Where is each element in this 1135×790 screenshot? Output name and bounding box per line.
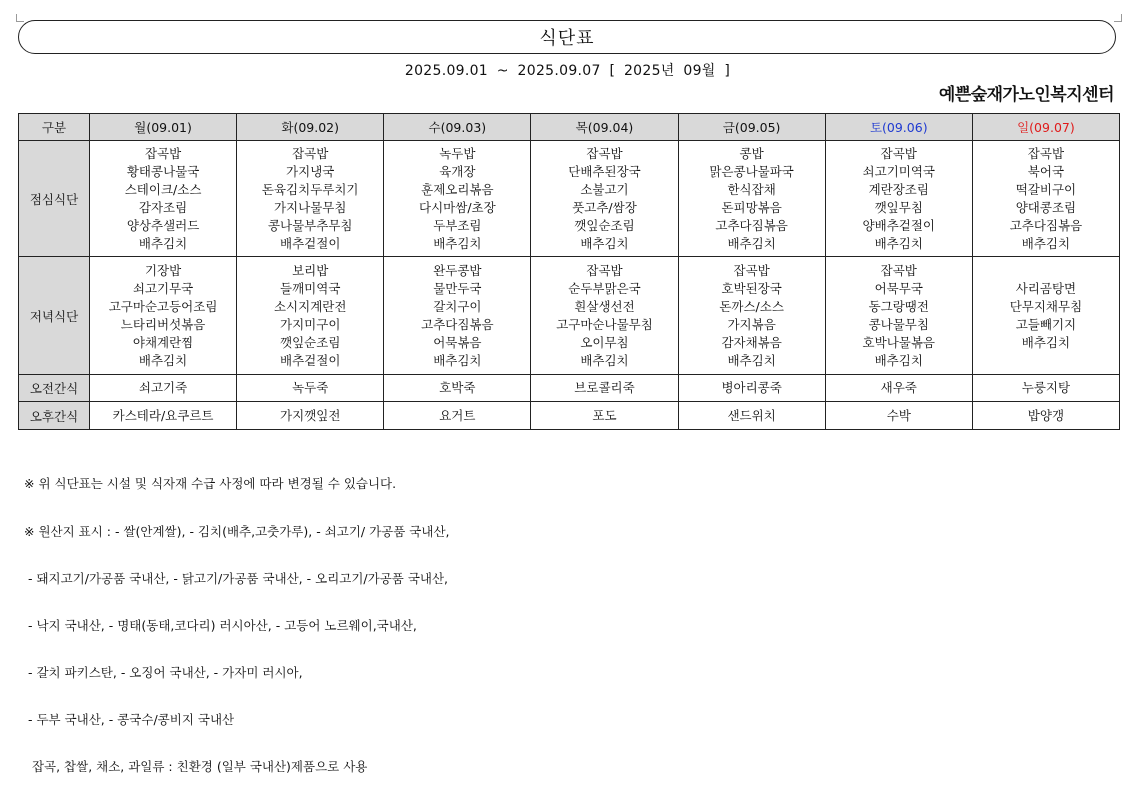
day-header-tue: 화(09.02) (237, 114, 384, 141)
menu-item: 보리밥 (292, 262, 329, 278)
menu-item: 흰살생선전 (574, 298, 635, 314)
menu-cell-wed (384, 257, 531, 375)
menu-cell-wed (384, 141, 531, 257)
menu-item: 가지볶음 (727, 316, 776, 332)
note-line: ※ 원산지 표시 : - 쌀(안계쌀), - 김치(배추,고춧가루), - 쇠고기/ 가공품 국내산, (24, 523, 450, 539)
menu-cell-sun (972, 375, 1119, 402)
page-corner-mark-left (16, 14, 24, 22)
menu-item: 새우죽 (880, 380, 917, 395)
menu-item: 콩나물무침 (868, 316, 929, 332)
menu-item: 감자채볶음 (721, 334, 782, 350)
menu-item: 감자조림 (138, 199, 188, 215)
day-header-mon: 월(09.01) (90, 114, 237, 141)
menu-item: 다시마쌈/초장 (419, 199, 496, 215)
menu-cell-wed (384, 375, 531, 402)
menu-item: 양대콩조림 (1015, 199, 1077, 215)
menu-item: 풋고추/쌈장 (572, 199, 637, 215)
morning-snack-row (19, 375, 1120, 402)
menu-item: 배추김치 (138, 235, 188, 251)
menu-item: 잡곡밥 (144, 145, 182, 161)
menu-cell-sun (972, 257, 1119, 375)
menu-item: 어묵무국 (874, 280, 923, 296)
afternoon-snack-row (19, 402, 1120, 430)
day-header-wed: 수(09.03) (384, 114, 531, 141)
menu-item: 돈육김치두루치기 (261, 181, 359, 197)
note-line: - 낙지 국내산, - 명태(동태,코다리) 러시아산, - 고등어 노르웨이,국내산, (24, 617, 417, 633)
menu-item: 밥양갱 (1027, 407, 1065, 423)
menu-item: 호박된장국 (721, 280, 782, 296)
meal-plan-table (18, 113, 1120, 430)
menu-cell-sat (825, 402, 972, 430)
menu-item: 가지나물무침 (273, 199, 347, 215)
menu-cell-sat (825, 257, 972, 375)
row-label: 점심식단 (19, 141, 90, 257)
menu-item: 배추김치 (727, 352, 776, 368)
menu-item: 잡곡밥 (1027, 145, 1065, 161)
menu-item: 쇠고기미역국 (862, 163, 935, 179)
menu-item: 요거트 (439, 407, 476, 423)
notes-block (24, 445, 450, 790)
menu-cell-sat (825, 141, 972, 257)
menu-item: 배추김치 (433, 235, 482, 251)
menu-item: 배추김치 (874, 352, 923, 368)
menu-item: 배추김치 (874, 235, 923, 251)
page-corner-mark-right (1114, 14, 1122, 22)
menu-cell-mon (90, 375, 237, 402)
day-header-fri: 금(09.05) (678, 114, 825, 141)
menu-cell-sun (972, 141, 1119, 257)
menu-item: 가지미구이 (280, 316, 341, 332)
day-header-sun: 일(09.07) (972, 114, 1119, 141)
menu-item: 황태콩나물국 (126, 163, 200, 179)
organization-name: 예쁜숲재가노인복지센터 (938, 85, 1114, 105)
menu-item: 느타리버섯볶음 (120, 316, 206, 332)
menu-item: 소시지계란전 (273, 298, 347, 314)
menu-item: 콩밥 (739, 145, 764, 161)
menu-item: 스테이크/소스 (124, 181, 202, 197)
menu-item: 잡곡밥 (880, 262, 917, 278)
menu-item: 고추다짐볶음 (715, 217, 788, 233)
menu-cell-tue (237, 141, 384, 257)
menu-cell-mon (90, 402, 237, 430)
menu-item: 물만두국 (433, 280, 482, 296)
menu-item: 호박죽 (439, 380, 476, 395)
menu-item: 배추겉절이 (280, 352, 341, 368)
menu-item: 브로콜리죽 (574, 380, 635, 395)
menu-item: 돈까스/소스 (719, 298, 784, 314)
menu-item: 돈피망볶음 (721, 199, 782, 215)
menu-item: 배추겉절이 (280, 235, 341, 251)
menu-item: 녹두밥 (439, 145, 476, 161)
menu-item: 포도 (592, 407, 617, 423)
menu-item: 고구마순나물무침 (556, 316, 653, 332)
menu-cell-mon (90, 257, 237, 375)
menu-item: 떡갈비구이 (1015, 181, 1077, 197)
menu-item: 수박 (886, 407, 911, 423)
menu-item: 양배추겉절이 (862, 217, 935, 233)
menu-cell-wed (384, 402, 531, 430)
menu-item: 북어국 (1027, 163, 1065, 179)
row-label: 오후간식 (19, 402, 90, 430)
menu-item: 콩나물부추무침 (267, 217, 353, 233)
menu-item: 훈제오리볶음 (421, 181, 494, 197)
menu-item: 쇠고기무국 (132, 280, 194, 296)
table-header-row (19, 114, 1120, 141)
menu-item: 배추김치 (1021, 334, 1071, 350)
menu-cell-fri (678, 141, 825, 257)
menu-item: 단배추된장국 (568, 163, 641, 179)
menu-item: 야채계란찜 (132, 334, 194, 350)
menu-item: 깻잎순조림 (574, 217, 635, 233)
menu-cell-tue (237, 375, 384, 402)
menu-item: 잡곡밥 (586, 262, 623, 278)
menu-cell-thu (531, 257, 678, 375)
menu-item: 가지냉국 (286, 163, 335, 179)
menu-item: 잡곡밥 (733, 262, 770, 278)
menu-cell-thu (531, 402, 678, 430)
note-line: 잡곡, 찹쌀, 채소, 과일류 : 친환경 (일부 국내산)제품으로 사용 (24, 759, 368, 775)
menu-cell-fri (678, 257, 825, 375)
menu-item: 배추김치 (1021, 235, 1071, 251)
page-title: 식단표 (539, 28, 595, 49)
menu-item: 쇠고기죽 (138, 380, 188, 395)
menu-item: 깻잎무침 (874, 199, 923, 215)
menu-item: 병아리콩죽 (721, 380, 782, 395)
menu-item: 잡곡밥 (586, 145, 623, 161)
menu-item: 잡곡밥 (292, 145, 329, 161)
menu-item: 고들빼기지 (1015, 316, 1077, 332)
menu-item: 순두부맑은국 (568, 280, 641, 296)
note-line: - 두부 국내산, - 콩국수/콩비지 국내산 (24, 711, 235, 727)
menu-cell-sun (972, 402, 1119, 430)
note-line: ※ 위 식단표는 시설 및 식자재 수급 사정에 따라 변경될 수 있습니다. (24, 476, 397, 492)
menu-item: 완두콩밥 (433, 262, 482, 278)
menu-item: 기장밥 (144, 262, 182, 278)
menu-item: 오이무침 (580, 334, 629, 350)
menu-item: 어묵볶음 (433, 334, 482, 350)
menu-item: 소불고기 (580, 181, 629, 197)
menu-cell-thu (531, 141, 678, 257)
menu-cell-fri (678, 375, 825, 402)
menu-item: 누룽지탕 (1021, 380, 1071, 395)
menu-item: 호박나물볶음 (862, 334, 935, 350)
menu-item: 한식잡채 (727, 181, 776, 197)
menu-cell-tue (237, 257, 384, 375)
row-label: 저녁식단 (19, 257, 90, 375)
menu-item: 들깨미역국 (280, 280, 341, 296)
menu-item: 양상추샐러드 (126, 217, 200, 233)
note-line: - 갈치 파키스탄, - 오징어 국내산, - 가자미 러시아, (24, 664, 303, 680)
menu-item: 두부조림 (433, 217, 482, 233)
menu-item: 배추김치 (580, 235, 629, 251)
menu-item: 단무지채무침 (1009, 298, 1083, 314)
menu-item: 배추김치 (138, 352, 188, 368)
menu-period: 2025.09.01 ~ 2025.09.07 [ 2025년 09월 ] (404, 63, 731, 79)
menu-item: 깻잎순조림 (280, 334, 341, 350)
menu-item: 배추김치 (727, 235, 776, 251)
note-line: - 돼지고기/가공품 국내산, - 닭고기/가공품 국내산, - 오리고기/가공품 국내산, (24, 570, 449, 586)
menu-item: 갈치구이 (433, 298, 482, 314)
title-box (18, 20, 1116, 54)
menu-item: 녹두죽 (292, 380, 329, 395)
menu-cell-thu (531, 375, 678, 402)
menu-item: 고구마순고등어조림 (108, 298, 218, 314)
menu-cell-sat (825, 375, 972, 402)
menu-item: 배추김치 (433, 352, 482, 368)
menu-cell-mon (90, 141, 237, 257)
menu-item: 가지깻잎전 (280, 407, 341, 423)
menu-item: 샌드위치 (727, 407, 776, 423)
menu-item: 고추다짐볶음 (421, 316, 494, 332)
corner-header: 구분 (19, 114, 90, 141)
menu-item: 고추다짐볶음 (1009, 217, 1083, 233)
row-label: 오전간식 (19, 375, 90, 402)
day-header-thu: 목(09.04) (531, 114, 678, 141)
lunch-row (19, 141, 1120, 257)
day-header-sat: 토(09.06) (825, 114, 972, 141)
menu-item: 육개장 (439, 163, 476, 179)
menu-item: 카스테라/요쿠르트 (112, 407, 214, 423)
menu-item: 잡곡밥 (880, 145, 917, 161)
menu-cell-fri (678, 402, 825, 430)
menu-item: 맑은콩나물파국 (709, 163, 794, 179)
menu-item: 계란장조림 (868, 181, 929, 197)
dinner-row (19, 257, 1120, 375)
menu-cell-tue (237, 402, 384, 430)
menu-item: 배추김치 (580, 352, 629, 368)
menu-item: 사리곰탕면 (1015, 280, 1077, 296)
menu-item: 동그랑땡전 (868, 298, 929, 314)
